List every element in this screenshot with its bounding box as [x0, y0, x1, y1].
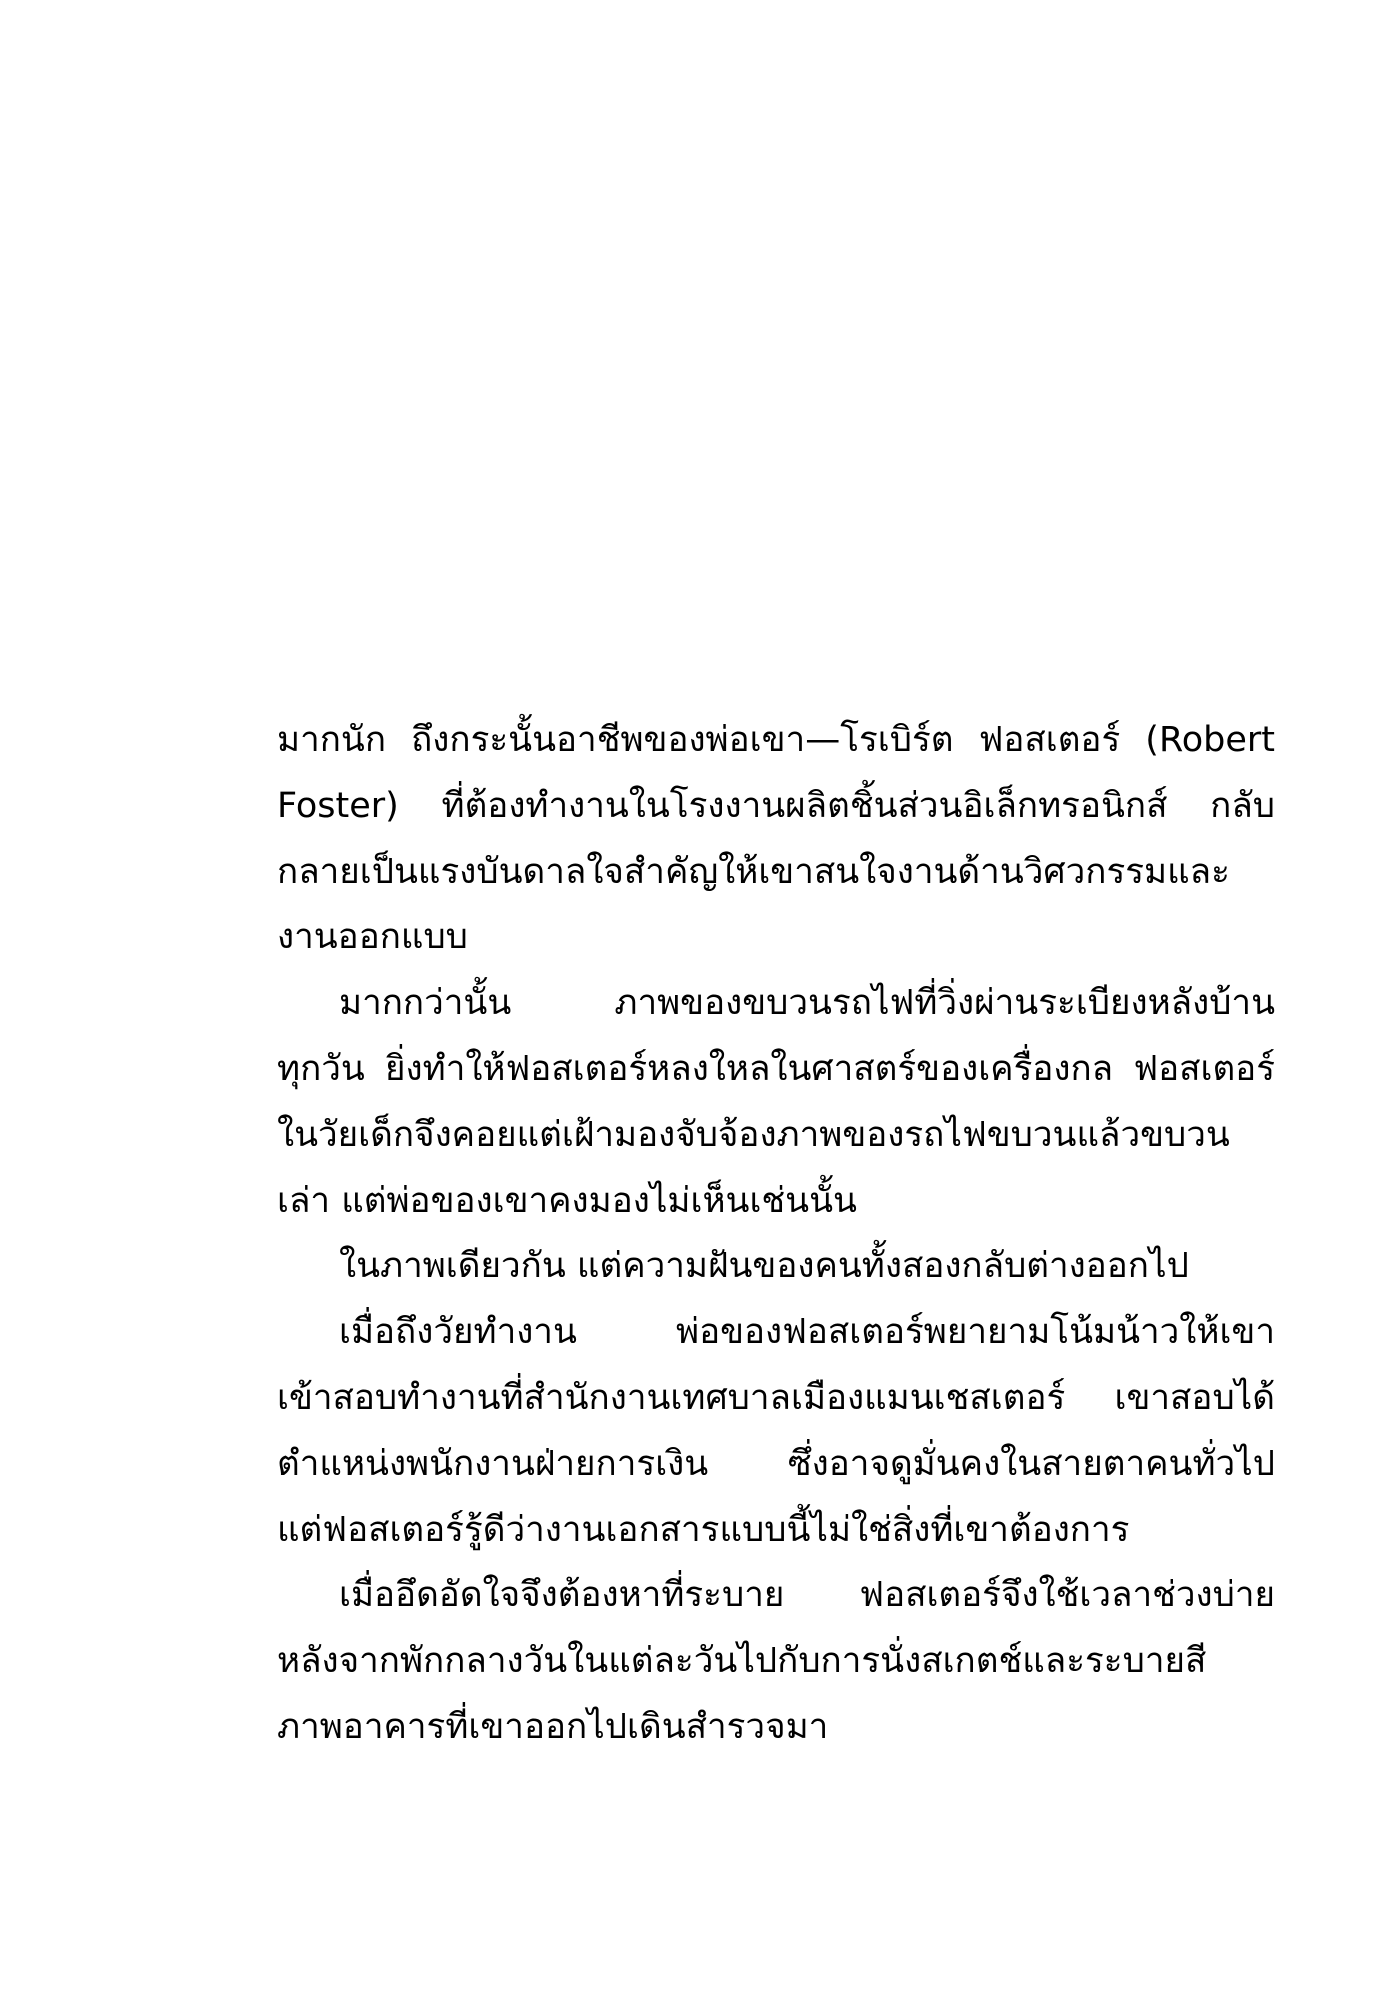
- text-line: ในภาพเดียวกัน แต่ความฝันของคนทั้งสองกลับต่างออกไป: [339, 1246, 1189, 1287]
- text-line: แต่ฟอสเตอร์รู้ดีว่างานเอกสารแบบนี้ไม่ใช่สิ่งที่เขาต้องการ: [277, 1509, 1130, 1550]
- text-line: มากกว่านั้น ภาพของขบวนรถไฟที่วิ่งผ่านระเบียงหลังบ้าน: [339, 983, 1275, 1024]
- text-line: ภาพอาคารที่เขาออกไปเดินสำรวจมา: [277, 1706, 829, 1747]
- text-line: หลังจากพักกลางวันในแต่ละวันไปกับการนั่งสเกตช์และระบายสี: [277, 1641, 1207, 1682]
- text-line: เมื่ออึดอัดใจจึงต้องหาที่ระบาย ฟอสเตอร์จึงใช้เวลาช่วงบ่าย: [339, 1575, 1275, 1616]
- text-line: กลายเป็นแรงบันดาลใจสำคัญให้เขาสนใจงานด้านวิศวกรรมและ: [277, 851, 1230, 892]
- text-line: ในวัยเด็กจึงคอยแต่เฝ้ามองจับจ้องภาพของรถไฟขบวนแล้วขบวน: [277, 1114, 1230, 1155]
- body-text: [277, 708, 1275, 1761]
- text-line: เล่า แต่พ่อของเขาคงมองไม่เห็นเช่นนั้น: [277, 1180, 857, 1221]
- text-line: มากนัก ถึงกระนั้นอาชีพของพ่อเขา—โรเบิร์ต ฟอสเตอร์ (Robert: [277, 720, 1275, 760]
- text-line: ทุกวัน ยิ่งทำให้ฟอสเตอร์หลงใหลในศาสตร์ของเครื่องกล ฟอสเตอร์: [277, 1048, 1275, 1089]
- text-line: เข้าสอบทำงานที่สำนักงานเทศบาลเมืองแมนเชสเตอร์ เขาสอบได้: [277, 1377, 1275, 1418]
- text-line: ตำแหน่งพนักงานฝ่ายการเงิน ซึ่งอาจดูมั่นคงในสายตาคนทั่วไป: [277, 1443, 1275, 1484]
- text-line: เมื่อถึงวัยทำงาน พ่อของฟอสเตอร์พยายามโน้มน้าวให้เขา: [339, 1312, 1275, 1353]
- text-line: Foster) ที่ต้องทำงานในโรงงานผลิตชิ้นส่วนอิเล็กทรอนิกส์ กลับ: [277, 785, 1275, 826]
- text-line: งานออกแบบ: [277, 917, 468, 958]
